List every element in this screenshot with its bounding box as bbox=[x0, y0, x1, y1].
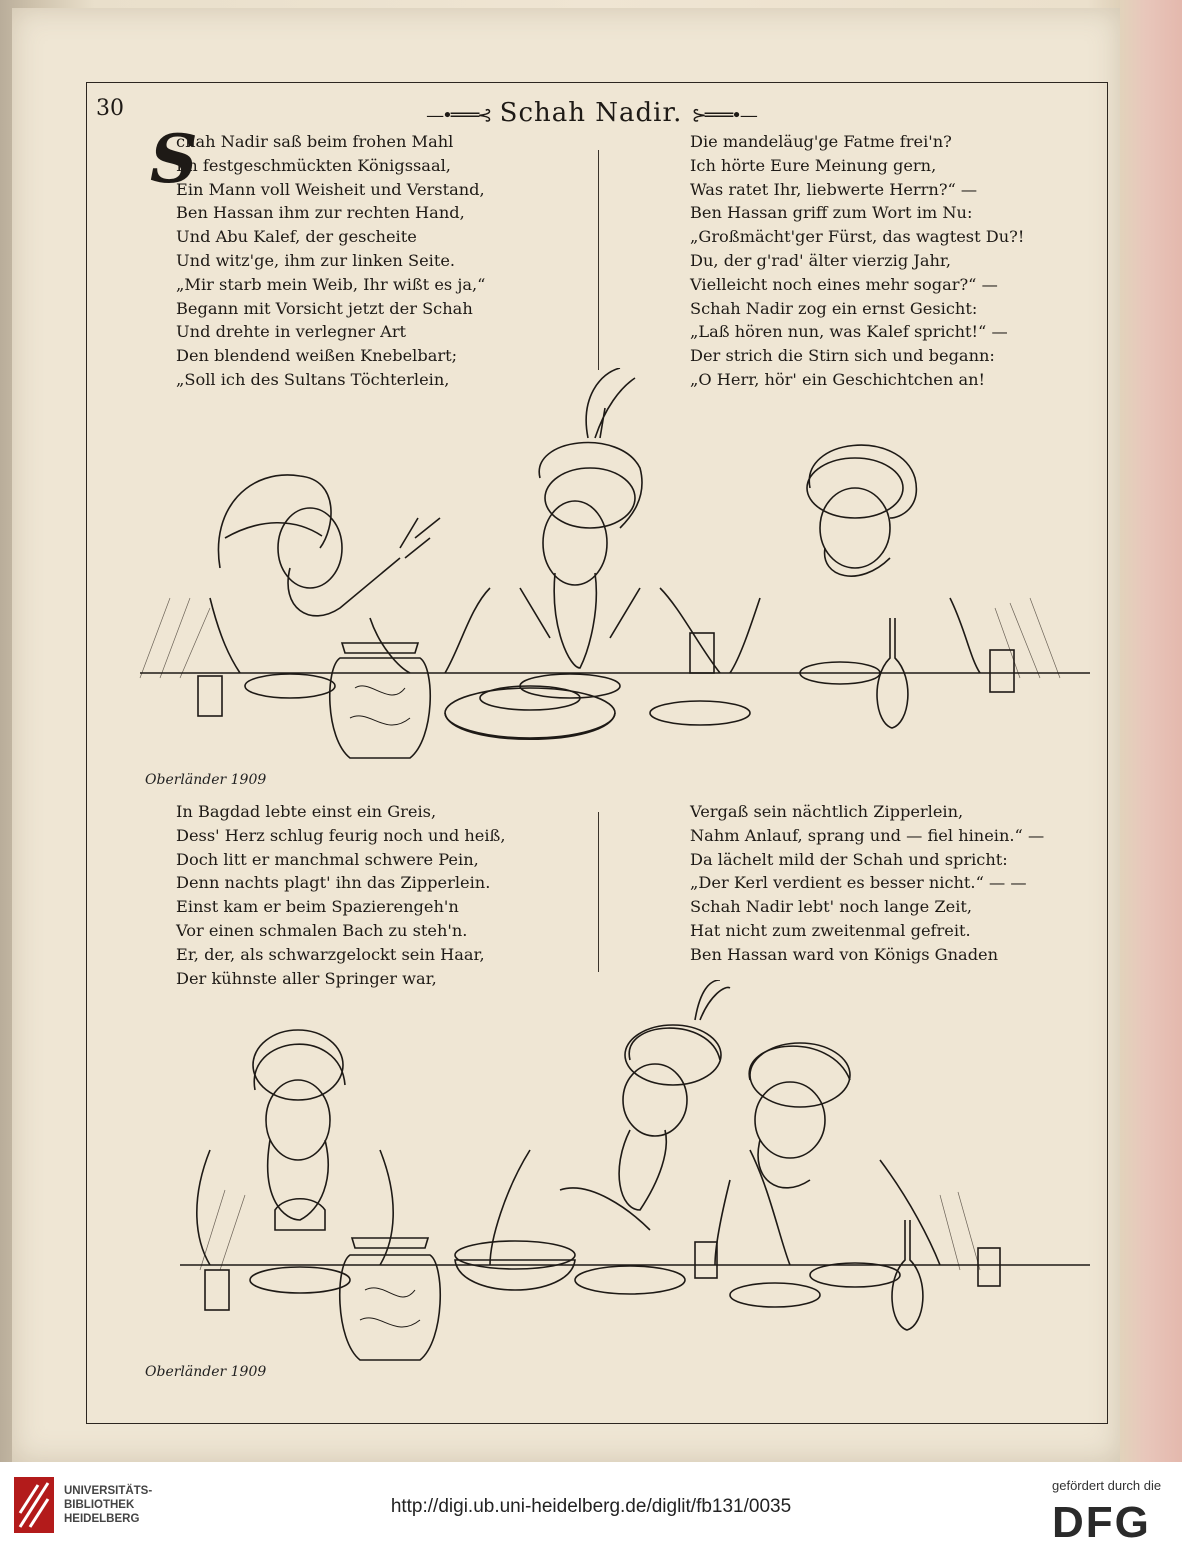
poem-line: Was ratet Ihr, liebwerte Herrn?“ — bbox=[690, 179, 978, 199]
poem-line: Den blendend weißen Knebelbart; bbox=[176, 346, 458, 366]
page-number: 30 bbox=[96, 96, 124, 121]
poem-line: Vor einen schmalen Bach zu steh'n. bbox=[176, 920, 468, 940]
poem-line: „Mir starb mein Weib, Ihr wißt es ja,“ bbox=[176, 274, 486, 294]
poem-line: Schah Nadir lebt' noch lange Zeit, bbox=[690, 897, 973, 917]
poem-line: „Großmächt'ger Fürst, das wagtest Du?! bbox=[690, 227, 1025, 247]
poem-line: Schah Nadir zog ein ernst Gesicht: bbox=[690, 298, 978, 318]
poem-line: „Laß hören nun, was Kalef spricht!“ — bbox=[690, 322, 1008, 342]
poem-line: Nahm Anlauf, sprang und — fiel hinein.“ — bbox=[690, 825, 1045, 845]
poem-line: Hat nicht zum zweitenmal gefreit. bbox=[690, 920, 971, 940]
poem-line: „Soll ich des Sultans Töchterlein, bbox=[176, 369, 450, 389]
poem-line: In Bagdad lebte einst ein Greis, bbox=[176, 802, 437, 821]
permalink-url[interactable]: http://digi.ub.uni-heidelberg.de/diglit/fb131/0035 bbox=[390, 1496, 792, 1517]
library-name-line: UNIVERSITÄTS- bbox=[64, 1485, 153, 1497]
poem-line: Begann mit Vorsicht jetzt der Schah bbox=[176, 298, 473, 318]
artist-signature-bottom: Oberländer 1909 bbox=[145, 1364, 267, 1380]
poem-column-top-left bbox=[176, 130, 485, 392]
poem-line: Dess' Herz schlug feurig noch und heiß, bbox=[176, 825, 506, 845]
funding-label: gefördert durch die bbox=[1052, 1478, 1162, 1493]
poem-column-top-right bbox=[690, 130, 1024, 392]
poem-line: Er, der, als schwarzgelockt sein Haar, bbox=[176, 944, 485, 964]
poem-line: Ben Hassan griff zum Wort im Nu: bbox=[690, 203, 973, 223]
poem-line: Im festgeschmückten Königssaal, bbox=[176, 155, 451, 175]
title-text: Schah Nadir. bbox=[499, 98, 683, 128]
library-name-line: BIBLIOTHEK bbox=[64, 1499, 135, 1511]
poem-line: Ben Hassan ward von Königs Gnaden bbox=[690, 944, 999, 964]
poem-line: Und drehte in verlegner Art bbox=[176, 322, 407, 342]
poem-line: chah Nadir saß beim frohen Mahl bbox=[176, 132, 454, 151]
poem-line: Und Abu Kalef, der gescheite bbox=[176, 227, 417, 247]
illustration-banquet-top bbox=[100, 368, 1100, 768]
poem-line: Ich hörte Eure Meinung gern, bbox=[690, 155, 937, 175]
banquet-drawing-top bbox=[100, 368, 1100, 768]
title-ornament-left: —•═══⊰ bbox=[426, 105, 491, 126]
poem-line: Denn nachts plagt' ihn das Zipperlein. bbox=[176, 873, 491, 893]
poem-column-bottom-right bbox=[690, 800, 1044, 967]
drop-cap: S bbox=[150, 120, 198, 198]
artist-signature-top: Oberländer 1909 bbox=[145, 772, 267, 788]
poem-column-bottom-left bbox=[176, 800, 506, 990]
title-ornament-right: ⊱═══•— bbox=[691, 105, 756, 126]
poem-line: Und witz'ge, ihm zur linken Seite. bbox=[176, 250, 456, 270]
dfg-logo[interactable]: DFG bbox=[1052, 1498, 1151, 1547]
poem-line: Da lächelt mild der Schah und spricht: bbox=[690, 849, 1008, 869]
poem-line: Der kühnste aller Springer war, bbox=[176, 968, 437, 988]
poem-line: Ben Hassan ihm zur rechten Hand, bbox=[176, 203, 465, 223]
poem-line: Vielleicht noch eines mehr sogar?“ — bbox=[690, 274, 998, 294]
page-edge bbox=[1120, 0, 1182, 1462]
poem-line: „O Herr, hör' ein Geschichtchen an! bbox=[690, 369, 986, 389]
poem-line: Doch litt er manchmal schwere Pein, bbox=[176, 849, 479, 869]
poem-line: Einst kam er beim Spazierengeh'n bbox=[176, 897, 459, 917]
illustration-banquet-bottom bbox=[110, 980, 1110, 1400]
library-name-line: HEIDELBERG bbox=[64, 1513, 140, 1525]
poem-line: Der strich die Stirn sich und begann: bbox=[690, 346, 995, 366]
poem-line: Die mandeläug'ge Fatme frei'n? bbox=[690, 132, 952, 151]
column-divider bbox=[598, 812, 599, 972]
poem-line: „Der Kerl verdient es besser nicht.“ — — bbox=[690, 873, 1027, 893]
poem-line: Ein Mann voll Weisheit und Verstand, bbox=[176, 179, 485, 199]
banquet-drawing-bottom bbox=[110, 980, 1110, 1400]
column-divider bbox=[598, 150, 599, 370]
poem-line: Vergaß sein nächtlich Zipperlein, bbox=[690, 802, 964, 821]
poem-line: Du, der g'rad' älter vierzig Jahr, bbox=[690, 250, 951, 270]
